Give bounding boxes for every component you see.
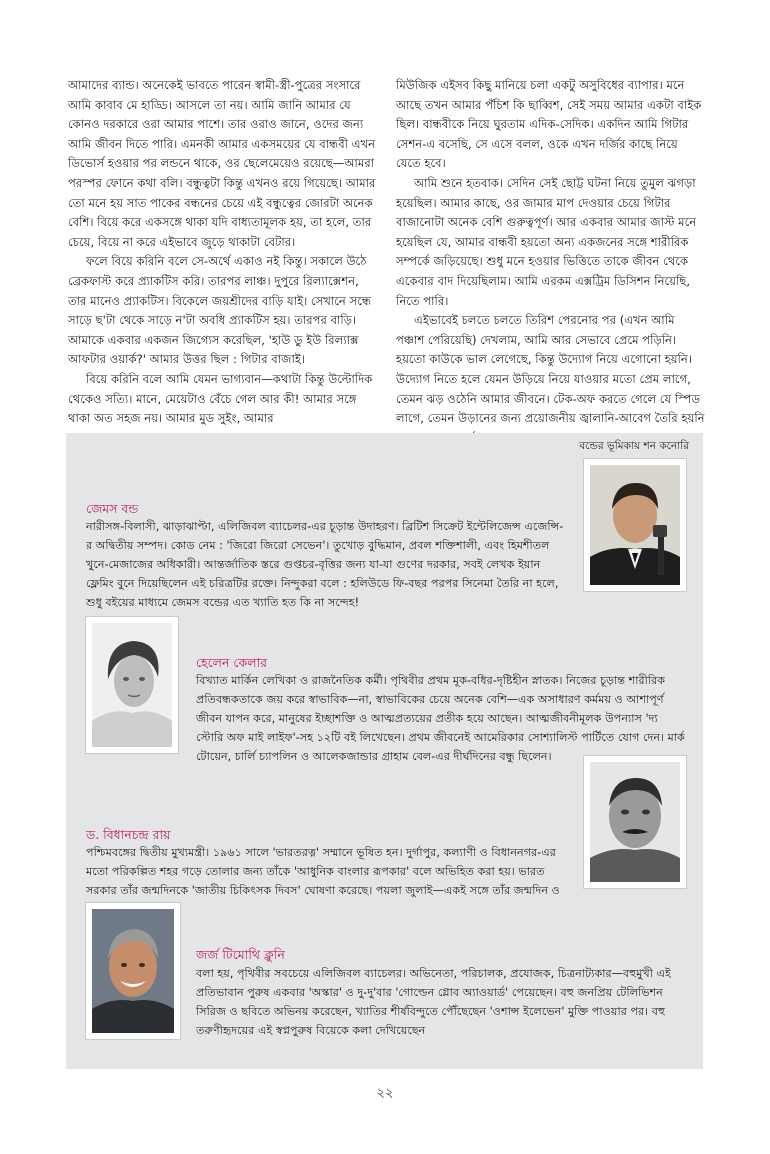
- bond-portrait: [584, 459, 686, 591]
- article-paragraph: বিয়ে করিনি বলে আমি যেমন ভাগ্যবান—কথাটা কিন্তু উল্টোদিক থেকেও সত্যি। মানে, মেয়েটাও বেঁচে গেল আর কী! আমার সঙ্গে থাকা অত সহজ নয়। আমার মুড সুইং, আমার: [68, 371, 373, 426]
- profile-name-keller: হেলেন কেলার: [196, 655, 268, 670]
- profile-text-bond: নারীসঙ্গ-বিলাসী, ঝাড়াঝাপ্টা, এলিজিবল ব্যাচেলর-এর চূড়ান্ত উদাহরণ। ব্রিটিশ সিক্রেট ইন্টেলিজেন্স এজেন্সি-র অদ্বিতীয় সম্পদ। কোড নেম : 'জিরো জিরো সেভেন'। তুখোড় বুদ্ধিমান, প্রবল শক্তিশালী, এবং হিমশীতল খুনে-মেজাজের অধিকারী। আন্তর্জাতিক স্তরে গুপ্তচর-বৃত্তির জন্য যা-যা গুণের দরকার, সবই লেখক ইয়ান ফ্লেমিং বুনে দিয়েছিলেন এই চরিত্রটির রক্তে। নিন্দুকরা বলে : হলিউডে ফি-বছর পরপর সিনেমা তৈরি না হলে, শুধু বইয়ের মাধ্যমে জেমস বন্ডের এত খ্যাতি হত কি না সন্দেহ!: [86, 520, 564, 609]
- article-paragraph: আমি শুনে হতবাক। সেদিন সেই ছোট্ট ঘটনা নিয়ে তুমুল ঝগড়া হয়েছিল। আমার কাছে, ওর জামার মাপ দেওয়ার চেয়ে গিটার বাজানোটা অনেক বেশি গুরুত্বপূর্ণ। আর একবার আমার জাস্ট মনে হয়েছিল যে, আমার বান্ধবী হয়তো অন্য একজনের সঙ্গে শারীরিক সম্পর্কে জড়িয়েছে। শুধু মনে হওয়ার ভিত্তিতে তাকে জীবন থেকে একেবার বাদ দিয়েছিলাম। আমি এরকম এক্সট্রিম ডিসিশন নিয়েছি, নিতে পারি।: [396, 175, 697, 308]
- profile-text-bcroy: পশ্চিমবঙ্গের দ্বিতীয় মুখ্যমন্ত্রী। ১৯৬১ সালে 'ভারতরত্ন' সম্মানে ভূষিত হন। দুর্গাপুর, কল্যাণী ও বিধাননগর-এর মতো পরিকল্পিত শহর গড়ে তোলার জন্য তাঁকে 'আধুনিক বাংলার রূপকার' বলে অভিহিত করা হয়। ভারত সরকার তাঁর জন্মদিনকে 'জাতীয় চিকিৎসক দিবস' ঘোষণা করেছে। পয়লা জুলাই—একই সঙ্গে তাঁর জন্মদিন ও: [86, 846, 560, 897]
- article-column-right: [396, 76, 706, 448]
- bond-photo-image: [590, 465, 680, 585]
- profile-text-clooney: বলা হয়, পৃথিবীর সবচেয়ে এলিজিবল ব্যাচেলর। অভিনেতা, পরিচালক, প্রযোজক, চিত্রনাট্যকার—বহুমুখী এই প্রতিভাবান পুরুষ একবার 'অস্কার' ও দু-দু'বার 'গোল্ডেন গ্লোব অ্যাওয়ার্ড' পেয়েছেন। বহু জনপ্রিয় টেলিভিশন সিরিজ ও ছবিতে অভিনয় করেছেন, খ্যাতির শীর্ষবিন্দুতে পৌঁছেছেন 'ওশান্স ইলেভেন' মুক্তি পাওয়ার পর। বহু তরুণীহৃদয়ের এই স্বপ্নপুরুষ বিয়েকে কলা দেখিয়েছেন: [196, 967, 671, 1037]
- profile-name-bond: জেমস বন্ড: [86, 501, 139, 516]
- article-paragraph: মিউজিক এইসব কিছু মানিয়ে চলা একটু অসুবিধের ব্যাপার। মনে আছে তখন আমার পঁচিশ কি ছাব্বিশ, সেই সময় আমার একটা বাইক ছিল। বান্ধবীকে নিয়ে ঘুরতাম এদিক-সেদিক। একদিন আমি গিটার সেশন-এ বসেছি, সে এসে বলল, ওকে এখন দর্জির কাছে নিয়ে যেতে হবে।: [396, 78, 702, 171]
- profile-text-keller: বিখ্যাত মার্কিন লেখিকা ও রাজনৈতিক কর্মী। পৃথিবীর প্রথম মূক-বধির-দৃষ্টিহীন স্নাতক। নিজের চূড়ান্ত শারীরিক প্রতিবন্ধকতাকে জয় করে স্বাভাবিক—না, স্বাভাবিকের চেয়ে অনেক বেশি—এক অসাধারণ কর্মময় ও আশাপূর্ণ জীবন যাপন করে, মানুষের ইচ্ছাশক্তি ও আত্মপ্রত্যয়ের প্রতীক হয়ে আছেন। আত্মজীবনীমূলক উপন্যাস 'দ্য স্টোরি অফ মাই লাইফ'-সহ ১২টি বই লিখেছেন। প্রথম জীবনেই আমেরিকার সোশ্যালিস্ট পার্টিতে যোগ দেন। মার্ক টোয়েন, চার্লি চ্যাপলিন ও আলেকজান্ডার গ্রাহাম বেল-এর দীর্ঘদিনের বন্ধু ছিলেন।: [196, 674, 685, 763]
- bcroy-photo-image: [590, 762, 680, 882]
- photo-caption: বন্ডের ভূমিকায় শন কনোরি: [579, 440, 689, 452]
- article-paragraph: এইভাবেই চলতে চলতে তিরিশ পেরনোর পর (এখন আমি পঞ্চাশ পেরিয়েছি) দেখলাম, আমি আর সেভাবে প্রেমে পড়িনি। হয়তো কাউকে ভাল লেগেছে, কিন্তু উদ্যোগ নিয়ে এগোনো হয়নি। উদ্যোগ নিতে হলে যেমন উড়িয়ে নিয়ে যাওয়ার মতো প্রেম লাগে, তেমন ঝড় ওঠেনি আমার জীবনে। টেক-অফ করতে গেলে যে স্পিড লাগে, তেমন উড়ানের জন্য প্রয়োজনীয় জ্বালানি-আবেগ তৈরি হয়নি: [396, 313, 705, 426]
- article-column-left: [68, 76, 380, 429]
- profiles-sidebar: [66, 433, 703, 1069]
- keller-photo-image: [92, 623, 172, 747]
- clooney-photo-image: [92, 909, 174, 1033]
- page-number: ২২: [376, 1086, 394, 1101]
- keller-portrait: [86, 617, 178, 753]
- bcroy-portrait: [584, 756, 686, 888]
- article-paragraph: ফলে বিয়ে করিনি বলে সে-অর্থে একাও নই কিন্তু। সকালে উঠে ব্রেকফাস্ট করে প্র্যাকটিস করি। তারপর লাঞ্চ। দুপুরে রিল্যাক্সেশন, তার মানেও প্র্যাকটিস। বিকেলে জয়শ্রীদের বাড়ি যাই। সেখানে সন্ধে সাড়ে ছ'টা থেকে সাড়ে ন'টা অবধি প্র্যাকটিস হয়। তারপর বাড়ি। আমাকে একবার একজন জিগ্যেস করেছিল, 'হাউ ডু ইউ রিল্যাক্স আফটার ওয়ার্ক?' আমার উত্তর ছিল : গিটার বাজাই।: [68, 254, 372, 367]
- profile-name-bcroy: ড. বিধানচন্দ্র রায়: [86, 827, 171, 842]
- profile-name-clooney: জর্জ টিমোথি ক্লুনি: [196, 947, 285, 962]
- article-paragraph: আমাদের ব্যান্ড। অনেকেই ভাবতে পারেন স্বামী-স্ত্রী-পুত্রের সংসারে আমি কাবাব মে হাড্ডি। আসলে তা নয়। আমি জানি আমার যে কোনও দরকারে ওরা আমার পাশে। তার ওরাও জানে, ওদের জন্য আমি জীবন দিতে পারি। এমনকী আমার একসময়ের যে বান্ধবী এখন ডিভোর্স হওয়ার পর লন্ডনে থাকে, ওর ছেলেমেয়েও রয়েছে—আমরা পরস্পর ফোনে কথা বলি। বন্ধুত্বটা কিন্তু এখনও রয়ে গিয়েছে। আমার তো মনে হয় সাত পাকের বন্ধনের চেয়ে এই বন্ধুত্বের জোরটা অনেক বেশি। বিয়ে করে একসঙ্গে থাকা যদি বাধ্যতামূলক হয়, তা হলে, তার চেয়ে, বিয়ে না করে এইভাবে জুড়ে থাকাটা বেটার।: [68, 78, 376, 249]
- clooney-portrait: [86, 903, 180, 1039]
